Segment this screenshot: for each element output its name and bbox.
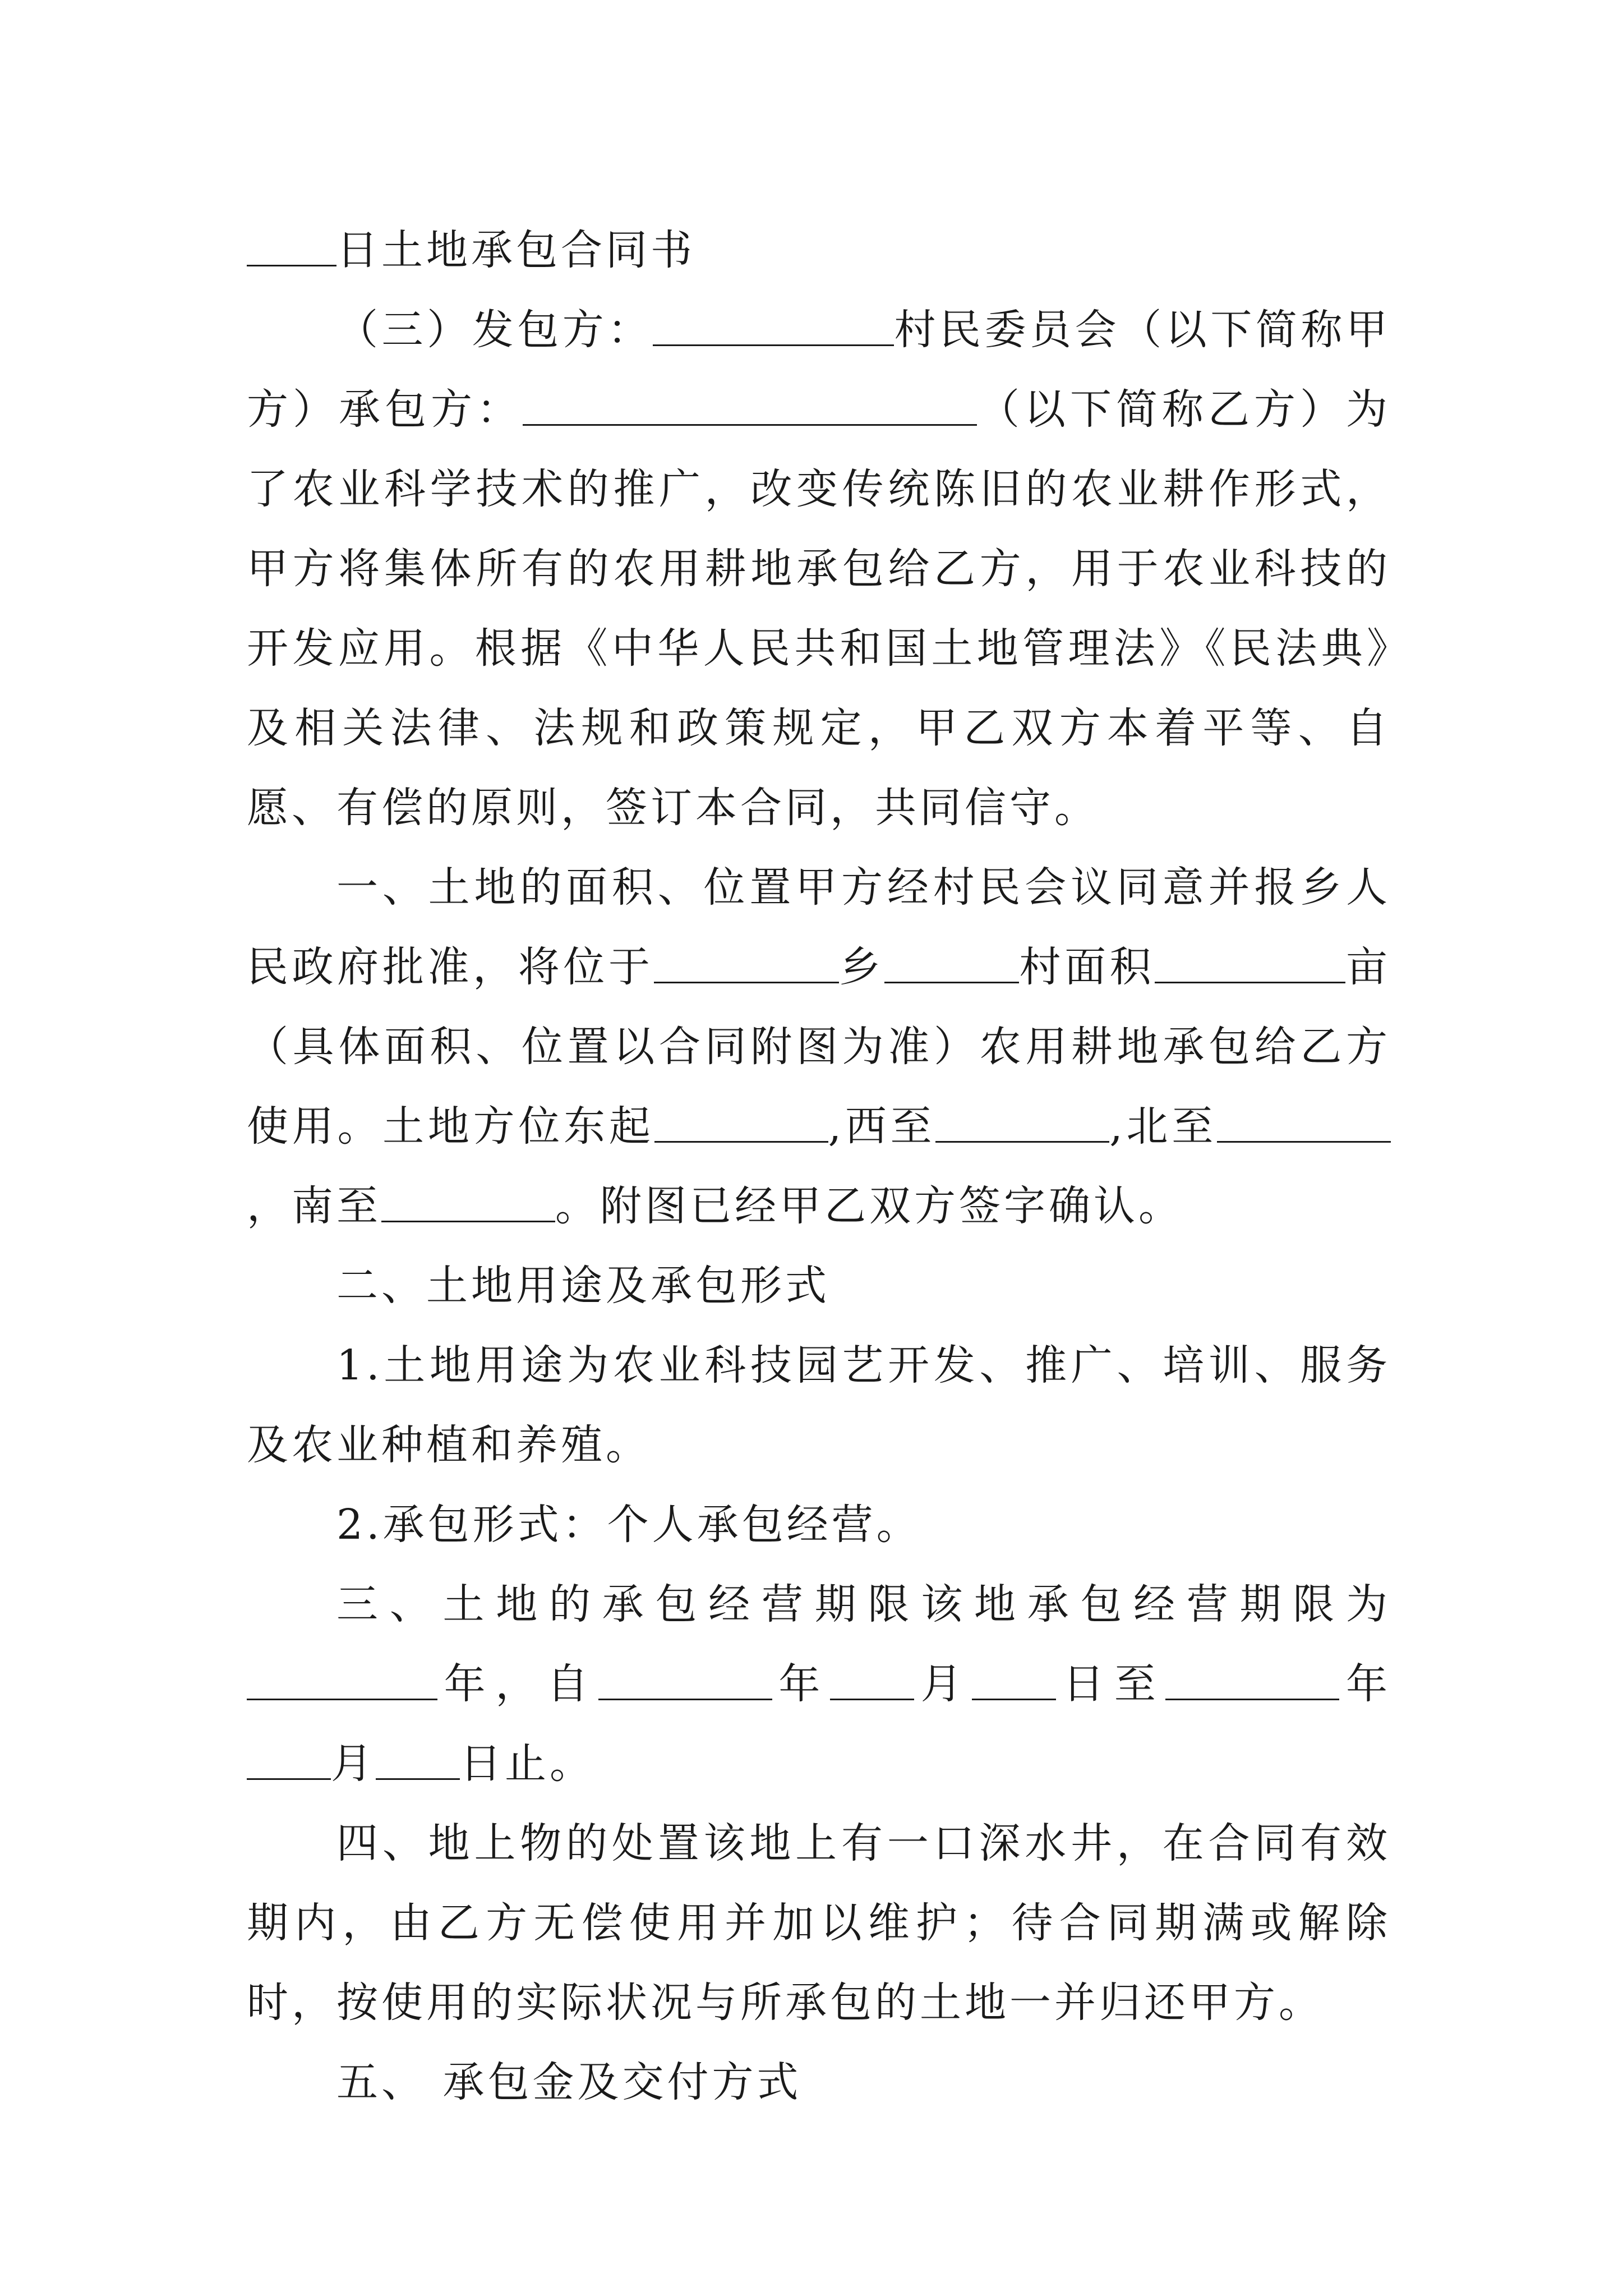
text-segment: ，南至	[247, 1182, 381, 1230]
blank-line	[1165, 1659, 1339, 1700]
blank-line	[1217, 1101, 1391, 1142]
blank-line	[523, 384, 977, 425]
blank-line	[376, 1738, 460, 1779]
text-segment: 2.承包形式：个人承包经营。	[336, 1501, 921, 1549]
text-segment: （以下简称乙方）为了农业科学技术的推广，改变传统陈旧的农业耕作形式，甲方将集体所有的农用耕地承包给乙方，用于农业科技的开发应用。根据《中华人民共和国土地管理法》《民法典》及相关法律、法规和政策规定，甲乙双方本着平等、自愿、有偿的原则，签订本合同，共同信守。	[247, 385, 1391, 832]
blank-line	[653, 305, 894, 346]
text-segment: 五、 承包金及交付方式	[336, 2058, 802, 2106]
blank-line	[598, 1659, 772, 1700]
text-segment: ,北至	[1109, 1102, 1217, 1151]
section-heading-payment	[247, 2042, 1391, 2122]
text-segment: 村民委员会（以下简称甲方）承包方：	[247, 306, 1391, 434]
text-segment: 月	[914, 1660, 972, 1708]
text-segment: 村面积	[1018, 943, 1155, 991]
blank-line	[830, 1659, 914, 1700]
blank-line	[935, 1101, 1109, 1142]
text-segment: 一、土地的面积、位置甲方经村民会议同意并报乡人民政府批准，将位于	[247, 863, 1391, 991]
paragraph-form	[247, 1485, 1391, 1565]
paragraph-ground-objects	[247, 1803, 1391, 2042]
text-segment: 亩（具体面积、位置以合同附图为准）农用耕地承包给乙方使用。土地方位东起	[247, 943, 1391, 1151]
text-segment: 1.土地用途为农业科技园艺开发、推广、培训、服务及农业种植和养殖。	[247, 1341, 1391, 1469]
blank-line	[654, 1101, 828, 1142]
blank-line	[654, 942, 839, 983]
text-segment: 年，自	[437, 1660, 598, 1708]
blank-line	[1155, 942, 1345, 983]
text-segment: 四、地上物的处置该地上有一口深水井，在合同有效期内，由乙方无偿使用并加以维护；待合同期满或解除时，按使用的实际状况与所承包的土地一并归还甲方。	[247, 1819, 1391, 2027]
text-segment: ,西至	[828, 1102, 936, 1151]
text-segment: 二、土地用途及承包形式	[336, 1262, 830, 1310]
text-segment: 乡	[838, 943, 884, 991]
document-title	[247, 210, 1391, 290]
title-text: 日土地承包合同书	[336, 226, 695, 274]
blank-line	[972, 1659, 1056, 1700]
text-segment: 年	[1339, 1660, 1391, 1708]
text-segment: 日止。	[460, 1740, 594, 1788]
blank-line	[247, 225, 336, 266]
blank-line	[247, 1659, 437, 1700]
document-body	[247, 210, 1391, 2122]
text-segment: 。附图已经甲乙双方签字确认。	[555, 1182, 1183, 1230]
section-heading-usage	[247, 1246, 1391, 1326]
paragraph-land-area	[247, 848, 1391, 1246]
blank-line	[884, 942, 1019, 983]
text-segment: 年	[772, 1660, 831, 1708]
text-segment: （三）发包方：	[336, 306, 653, 354]
paragraph-usage	[247, 1326, 1391, 1485]
paragraph-term	[247, 1565, 1391, 1803]
blank-line	[381, 1181, 555, 1222]
paragraph-parties	[247, 290, 1391, 848]
blank-line	[247, 1738, 331, 1779]
text-segment: 三、土地的承包经营期限该地承包经营期限为	[336, 1580, 1391, 1628]
text-segment: 月	[331, 1740, 376, 1788]
text-segment: 日至	[1056, 1660, 1166, 1708]
